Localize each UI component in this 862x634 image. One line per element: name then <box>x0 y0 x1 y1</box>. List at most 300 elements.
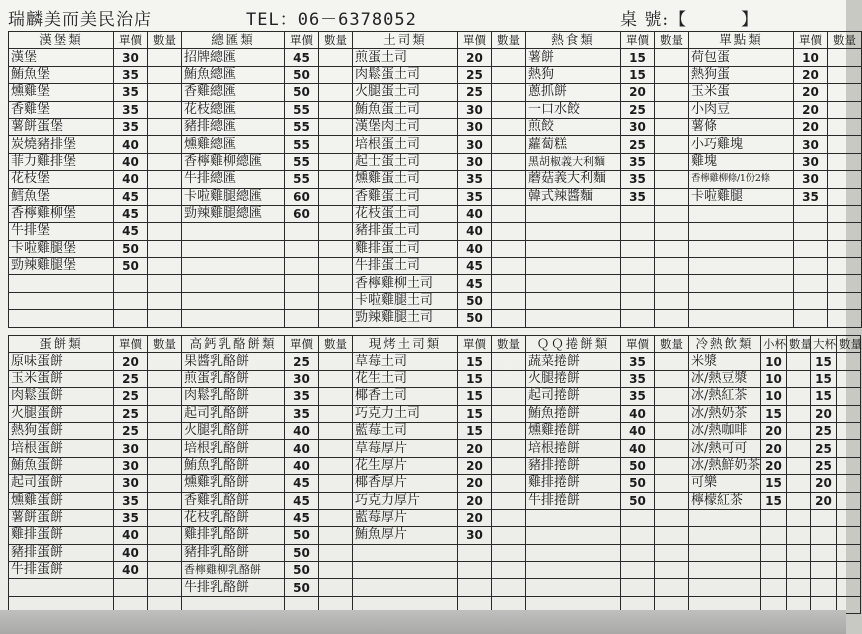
qty-cell[interactable] <box>828 153 862 170</box>
blank-cell <box>9 275 114 292</box>
qty-cell[interactable] <box>148 388 182 405</box>
qty-cell[interactable] <box>655 153 689 170</box>
qty-cell[interactable] <box>655 118 689 135</box>
qty-cell[interactable] <box>148 258 182 275</box>
qty-cell[interactable] <box>148 527 182 544</box>
qty-cell[interactable] <box>319 49 353 66</box>
item-price: 50 <box>621 492 655 509</box>
item-price: 45 <box>285 492 319 509</box>
qty-cell[interactable] <box>492 422 526 439</box>
item-name: 薯條 <box>689 118 794 135</box>
qty-cell[interactable] <box>828 275 862 292</box>
qty-cell[interactable] <box>319 118 353 135</box>
menu-row <box>182 136 353 153</box>
qty-column-header: 數量 <box>787 336 811 353</box>
blank-cell <box>794 223 828 240</box>
menu-row <box>353 258 526 275</box>
item-price: 30 <box>114 440 148 457</box>
item-name: 花生土司 <box>353 370 458 387</box>
qty-cell[interactable] <box>319 509 353 526</box>
item-name: 肉鬆乳酪餅 <box>182 388 285 405</box>
qty-cell[interactable] <box>492 49 526 66</box>
qty-cell[interactable] <box>319 370 353 387</box>
qty-cell[interactable] <box>655 562 689 579</box>
qty-cell[interactable] <box>828 258 862 275</box>
qty-cell[interactable] <box>828 310 862 327</box>
menu-row <box>182 188 353 205</box>
qty-cell[interactable] <box>655 66 689 83</box>
qty-cell[interactable] <box>148 492 182 509</box>
qty-cell[interactable] <box>148 475 182 492</box>
qty-cell[interactable] <box>319 223 353 240</box>
qty-cell[interactable] <box>148 153 182 170</box>
qty-cell[interactable] <box>492 205 526 222</box>
qty-cell[interactable] <box>655 101 689 118</box>
menu-row <box>182 353 353 370</box>
table-surface <box>0 610 846 634</box>
qty-cell[interactable] <box>787 509 811 526</box>
blank-cell <box>689 527 761 544</box>
section-title: 漢堡類 <box>9 32 114 49</box>
item-price: 45 <box>458 275 492 292</box>
qty-cell[interactable] <box>148 171 182 188</box>
qty-cell[interactable] <box>148 188 182 205</box>
large-price: 15 <box>811 370 837 387</box>
qty-cell[interactable] <box>148 310 182 327</box>
qty-cell[interactable] <box>828 84 862 101</box>
item-price: 30 <box>794 136 828 153</box>
qty-cell[interactable] <box>492 509 526 526</box>
qty-cell[interactable] <box>828 49 862 66</box>
qty-cell[interactable] <box>492 292 526 309</box>
section-title: 單點類 <box>689 32 794 49</box>
menu-row <box>526 101 689 118</box>
price-column-header: 單價 <box>621 32 655 49</box>
menu-row <box>9 49 182 66</box>
qty-cell[interactable] <box>148 405 182 422</box>
item-name: 牛排堡 <box>9 223 114 240</box>
item-price: 35 <box>114 66 148 83</box>
blank-cell <box>761 562 787 579</box>
menu-row <box>182 527 353 544</box>
qty-cell[interactable] <box>319 440 353 457</box>
qty-cell[interactable] <box>655 457 689 474</box>
item-price: 20 <box>621 84 655 101</box>
qty-cell[interactable] <box>492 492 526 509</box>
menu-row <box>182 205 353 222</box>
qty-cell[interactable] <box>492 405 526 422</box>
qty-cell[interactable] <box>148 562 182 579</box>
qty-cell[interactable] <box>787 457 811 474</box>
small-price: 10 <box>761 388 787 405</box>
qty-cell[interactable] <box>828 66 862 83</box>
qty-cell[interactable] <box>837 353 861 370</box>
item-price: 55 <box>285 171 319 188</box>
empty-row <box>526 509 689 526</box>
qty-cell[interactable] <box>655 258 689 275</box>
blank-cell <box>811 579 837 596</box>
item-name: 鮪魚厚片 <box>353 527 458 544</box>
menu-section <box>525 335 689 614</box>
qty-cell[interactable] <box>492 527 526 544</box>
qty-cell[interactable] <box>492 275 526 292</box>
qty-cell[interactable] <box>787 422 811 439</box>
qty-cell[interactable] <box>837 388 861 405</box>
qty-cell[interactable] <box>319 275 353 292</box>
qty-cell[interactable] <box>837 405 861 422</box>
qty-cell[interactable] <box>319 171 353 188</box>
qty-cell[interactable] <box>655 370 689 387</box>
item-name: 豬排捲餅 <box>526 457 621 474</box>
item-price: 50 <box>114 258 148 275</box>
qty-cell[interactable] <box>319 258 353 275</box>
qty-cell[interactable] <box>319 136 353 153</box>
qty-cell[interactable] <box>148 353 182 370</box>
price-column-header: 單價 <box>114 336 148 353</box>
empty-row <box>526 544 689 561</box>
item-price: 20 <box>794 84 828 101</box>
menu-row <box>353 275 526 292</box>
qty-cell[interactable] <box>655 205 689 222</box>
qty-column-header: 數量 <box>655 336 689 353</box>
qty-cell[interactable] <box>655 136 689 153</box>
menu-row <box>9 118 182 135</box>
blank-cell <box>761 509 787 526</box>
item-name: 花生厚片 <box>353 457 458 474</box>
item-price: 35 <box>114 492 148 509</box>
qty-cell[interactable] <box>828 171 862 188</box>
qty-cell[interactable] <box>319 240 353 257</box>
qty-cell[interactable] <box>148 84 182 101</box>
item-price: 50 <box>458 292 492 309</box>
blank-cell <box>285 292 319 309</box>
qty-cell[interactable] <box>319 562 353 579</box>
qty-cell[interactable] <box>319 292 353 309</box>
qty-cell[interactable] <box>148 509 182 526</box>
menu-row <box>689 66 862 83</box>
qty-cell[interactable] <box>655 405 689 422</box>
qty-cell[interactable] <box>828 205 862 222</box>
qty-cell[interactable] <box>319 310 353 327</box>
item-price: 15 <box>458 388 492 405</box>
qty-cell[interactable] <box>319 66 353 83</box>
qty-cell[interactable] <box>148 118 182 135</box>
qty-cell[interactable] <box>319 544 353 561</box>
menu-section <box>8 31 182 328</box>
qty-cell[interactable] <box>492 562 526 579</box>
blank-cell <box>526 292 621 309</box>
qty-cell[interactable] <box>837 544 861 561</box>
item-name: 熱狗蛋 <box>689 66 794 83</box>
qty-cell[interactable] <box>492 579 526 596</box>
menu-row <box>689 440 861 457</box>
qty-cell[interactable] <box>492 310 526 327</box>
qty-cell[interactable] <box>787 527 811 544</box>
qty-cell[interactable] <box>828 101 862 118</box>
blank-cell <box>285 310 319 327</box>
qty-cell[interactable] <box>828 223 862 240</box>
small-price: 15 <box>761 492 787 509</box>
qty-cell[interactable] <box>787 370 811 387</box>
qty-cell[interactable] <box>492 171 526 188</box>
menu-row <box>526 188 689 205</box>
menu-row <box>9 440 182 457</box>
qty-column-header: 數量 <box>492 32 526 49</box>
qty-cell[interactable] <box>787 405 811 422</box>
qty-cell[interactable] <box>655 223 689 240</box>
qty-cell[interactable] <box>837 492 861 509</box>
qty-cell[interactable] <box>837 527 861 544</box>
qty-cell[interactable] <box>148 370 182 387</box>
qty-cell[interactable] <box>492 388 526 405</box>
item-price: 30 <box>458 153 492 170</box>
qty-cell[interactable] <box>492 240 526 257</box>
item-price: 20 <box>794 66 828 83</box>
qty-cell[interactable] <box>492 475 526 492</box>
qty-cell[interactable] <box>837 579 861 596</box>
qty-cell[interactable] <box>655 171 689 188</box>
qty-cell[interactable] <box>148 275 182 292</box>
qty-cell[interactable] <box>655 388 689 405</box>
qty-cell[interactable] <box>492 153 526 170</box>
qty-cell[interactable] <box>148 205 182 222</box>
qty-cell[interactable] <box>787 492 811 509</box>
qty-cell[interactable] <box>655 292 689 309</box>
item-price: 25 <box>114 388 148 405</box>
qty-cell[interactable] <box>655 84 689 101</box>
item-name: 蔥抓餅 <box>526 84 621 101</box>
qty-cell[interactable] <box>655 492 689 509</box>
qty-cell[interactable] <box>148 49 182 66</box>
blank-cell <box>689 223 794 240</box>
qty-cell[interactable] <box>148 579 182 596</box>
item-price: 50 <box>285 544 319 561</box>
qty-cell[interactable] <box>148 457 182 474</box>
item-name: 燻雞總匯 <box>182 136 285 153</box>
qty-cell[interactable] <box>492 84 526 101</box>
qty-cell[interactable] <box>655 527 689 544</box>
menu-row <box>182 579 353 596</box>
blank-cell <box>621 562 655 579</box>
qty-cell[interactable] <box>148 66 182 83</box>
blank-cell <box>794 292 828 309</box>
qty-cell[interactable] <box>837 440 861 457</box>
qty-cell[interactable] <box>492 440 526 457</box>
qty-cell[interactable] <box>319 188 353 205</box>
qty-cell[interactable] <box>787 353 811 370</box>
qty-cell[interactable] <box>655 188 689 205</box>
menu-row <box>526 49 689 66</box>
qty-column-header: 數量 <box>655 32 689 49</box>
empty-row <box>689 258 862 275</box>
item-name: 招牌總匯 <box>182 49 285 66</box>
item-name: 原味蛋餅 <box>9 353 114 370</box>
item-name: 玉米蛋餅 <box>9 370 114 387</box>
qty-cell[interactable] <box>492 544 526 561</box>
blank-cell <box>811 562 837 579</box>
qty-cell[interactable] <box>492 101 526 118</box>
blank-cell <box>182 223 285 240</box>
qty-cell[interactable] <box>319 84 353 101</box>
menu-row <box>9 258 182 275</box>
qty-cell[interactable] <box>828 240 862 257</box>
item-price: 30 <box>458 136 492 153</box>
qty-cell[interactable] <box>492 66 526 83</box>
qty-cell[interactable] <box>148 240 182 257</box>
qty-cell[interactable] <box>655 49 689 66</box>
menu-row <box>689 422 861 439</box>
menu-row <box>9 240 182 257</box>
menu-row <box>353 49 526 66</box>
qty-cell[interactable] <box>837 475 861 492</box>
menu-row <box>689 101 862 118</box>
qty-cell[interactable] <box>655 509 689 526</box>
qty-cell[interactable] <box>655 475 689 492</box>
qty-cell[interactable] <box>828 136 862 153</box>
qty-cell[interactable] <box>828 292 862 309</box>
qty-cell[interactable] <box>655 310 689 327</box>
item-name: 蔬菜捲餅 <box>526 353 621 370</box>
qty-cell[interactable] <box>319 388 353 405</box>
menu-row <box>9 136 182 153</box>
item-price: 20 <box>458 457 492 474</box>
qty-cell[interactable] <box>655 353 689 370</box>
blank-cell <box>285 223 319 240</box>
item-price: 50 <box>621 475 655 492</box>
item-name: 炭燒豬排堡 <box>9 136 114 153</box>
item-price: 50 <box>285 84 319 101</box>
blank-cell <box>114 579 148 596</box>
menu-row <box>182 101 353 118</box>
qty-cell[interactable] <box>837 457 861 474</box>
menu-row <box>9 353 182 370</box>
qty-cell[interactable] <box>148 136 182 153</box>
item-price: 35 <box>794 188 828 205</box>
qty-cell[interactable] <box>148 422 182 439</box>
menu-row <box>353 240 526 257</box>
qty-cell[interactable] <box>492 457 526 474</box>
empty-row <box>9 275 182 292</box>
qty-cell[interactable] <box>655 275 689 292</box>
qty-cell[interactable] <box>787 562 811 579</box>
item-price: 30 <box>114 475 148 492</box>
qty-cell[interactable] <box>655 240 689 257</box>
qty-cell[interactable] <box>828 188 862 205</box>
item-name: 蘿蔔糕 <box>526 136 621 153</box>
item-name: 燻雞堡 <box>9 84 114 101</box>
qty-cell[interactable] <box>148 292 182 309</box>
item-name: 薯餅 <box>526 49 621 66</box>
qty-cell[interactable] <box>319 457 353 474</box>
qty-cell[interactable] <box>492 118 526 135</box>
item-name: 冰/熱可可 <box>689 440 761 457</box>
qty-cell[interactable] <box>655 440 689 457</box>
large-price: 25 <box>811 422 837 439</box>
item-name: 培根乳酪餅 <box>182 440 285 457</box>
empty-row <box>689 205 862 222</box>
large-price: 25 <box>811 440 837 457</box>
qty-cell[interactable] <box>655 422 689 439</box>
menu-row <box>182 118 353 135</box>
blank-cell <box>353 579 458 596</box>
large-price: 20 <box>811 405 837 422</box>
item-price: 45 <box>458 258 492 275</box>
item-name: 椰香土司 <box>353 388 458 405</box>
blank-cell <box>621 258 655 275</box>
qty-cell[interactable] <box>787 475 811 492</box>
blank-cell <box>526 223 621 240</box>
qty-cell[interactable] <box>837 509 861 526</box>
menu-row <box>353 492 526 509</box>
blank-cell <box>794 275 828 292</box>
qty-cell[interactable] <box>655 544 689 561</box>
price-column-header: 單價 <box>794 32 828 49</box>
qty-cell[interactable] <box>492 353 526 370</box>
menu-row <box>526 84 689 101</box>
qty-cell[interactable] <box>319 492 353 509</box>
item-name: 薯餅蛋餅 <box>9 509 114 526</box>
item-name: 花枝乳酪餅 <box>182 509 285 526</box>
qty-cell[interactable] <box>492 223 526 240</box>
menu-row <box>526 171 689 188</box>
item-name: 香檸雞柳總匯 <box>182 153 285 170</box>
qty-cell[interactable] <box>319 205 353 222</box>
qty-cell[interactable] <box>787 388 811 405</box>
item-name: 牛排總匯 <box>182 171 285 188</box>
qty-cell[interactable] <box>319 101 353 118</box>
menu-row <box>182 388 353 405</box>
qty-cell[interactable] <box>828 118 862 135</box>
menu-row <box>689 118 862 135</box>
blank-cell <box>761 544 787 561</box>
qty-cell[interactable] <box>655 579 689 596</box>
qty-cell[interactable] <box>148 101 182 118</box>
qty-cell[interactable] <box>492 258 526 275</box>
qty-cell[interactable] <box>787 440 811 457</box>
item-price: 55 <box>285 153 319 170</box>
qty-cell[interactable] <box>492 370 526 387</box>
qty-cell[interactable] <box>837 370 861 387</box>
blank-cell <box>689 275 794 292</box>
qty-cell[interactable] <box>837 562 861 579</box>
item-price: 15 <box>621 49 655 66</box>
qty-cell[interactable] <box>787 544 811 561</box>
menu-row <box>689 188 862 205</box>
item-price: 30 <box>458 101 492 118</box>
price-column-header: 單價 <box>458 336 492 353</box>
qty-cell[interactable] <box>319 353 353 370</box>
qty-cell[interactable] <box>492 136 526 153</box>
qty-cell[interactable] <box>492 188 526 205</box>
qty-cell[interactable] <box>787 579 811 596</box>
qty-cell[interactable] <box>837 422 861 439</box>
qty-cell[interactable] <box>319 527 353 544</box>
item-price: 25 <box>114 370 148 387</box>
qty-cell[interactable] <box>148 544 182 561</box>
qty-cell[interactable] <box>319 153 353 170</box>
empty-row <box>9 579 182 596</box>
item-price: 25 <box>458 84 492 101</box>
qty-cell[interactable] <box>319 405 353 422</box>
qty-cell[interactable] <box>319 475 353 492</box>
qty-cell[interactable] <box>148 440 182 457</box>
menu-section <box>352 335 526 614</box>
table-number-field[interactable]: 桌 號:【 】 <box>620 10 760 30</box>
item-price: 20 <box>794 118 828 135</box>
qty-cell[interactable] <box>148 223 182 240</box>
qty-cell[interactable] <box>319 579 353 596</box>
qty-cell[interactable] <box>319 422 353 439</box>
